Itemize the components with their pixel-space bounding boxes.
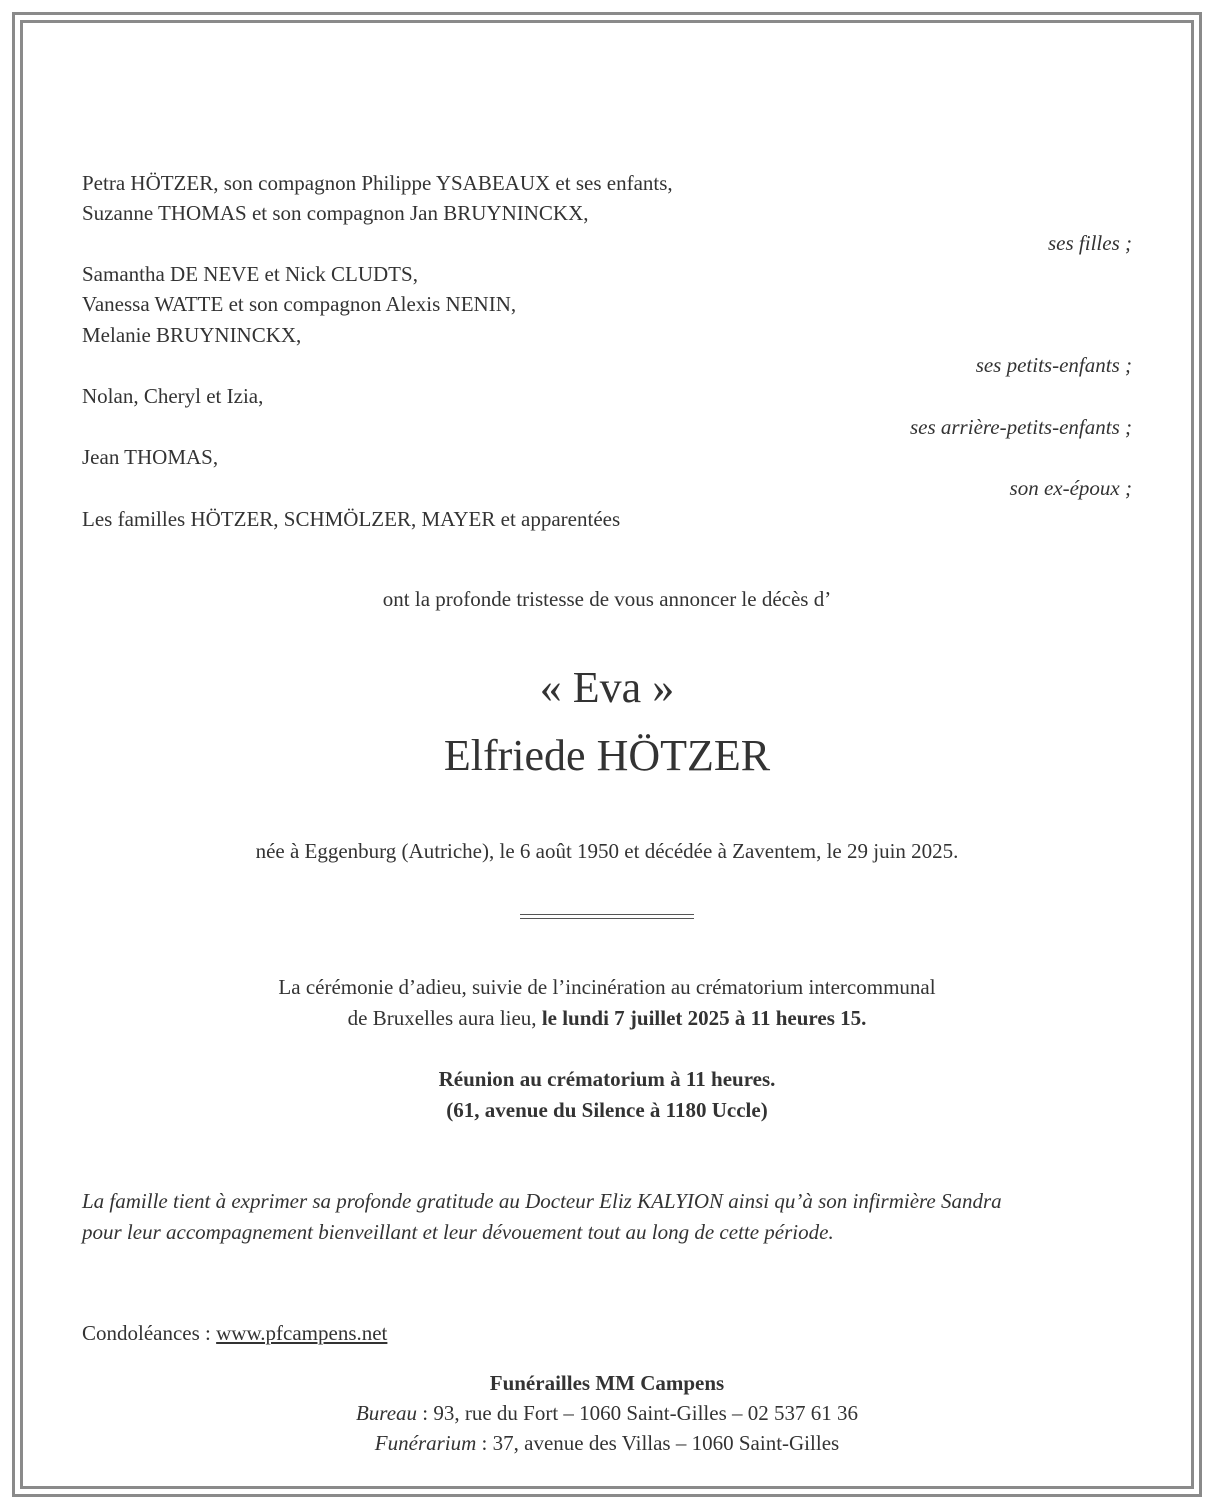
ceremony-meeting: Réunion au crématorium à 11 heures. <box>438 1067 776 1091</box>
family-great-grandchildren: Nolan, Cheryl et Izia, <box>82 384 264 408</box>
condolences-label: Condoléances : <box>82 1321 217 1345</box>
relation-ex-husband: son ex-époux ; <box>1009 476 1132 500</box>
condolences <box>82 1318 387 1348</box>
condolences-link[interactable]: www.pfcampens.net <box>216 1321 388 1345</box>
family-grandchild-1: Samantha DE NEVE et Nick CLUDTS, <box>82 262 418 286</box>
relation-grandchildren: ses petits-enfants ; <box>975 353 1132 377</box>
divider-bottom-line <box>520 918 694 919</box>
deceased-name: Elfriede HÖTZER <box>443 731 771 780</box>
funerarium-label: Funérarium <box>374 1431 477 1455</box>
divider-top-line <box>520 914 694 915</box>
ceremony-line-2 <box>0 1003 1214 1033</box>
ceremony-location: de Bruxelles aura lieu, <box>347 1006 542 1030</box>
family-daughter-1: Petra HÖTZER, son compagnon Philippe YSABEAUX et ses enfants, <box>82 171 673 195</box>
funeral-home-office <box>0 1398 1214 1428</box>
ceremony-address: (61, avenue du Silence à 1180 Uccle) <box>446 1098 768 1122</box>
announcement-text: ont la profonde tristesse de vous annoncer le décès d’ <box>382 587 832 611</box>
family-ex-husband: Jean THOMAS, <box>82 445 219 469</box>
family-grandchild-3: Melanie BRUYNINCKX, <box>82 323 302 347</box>
relation-great-grandchildren: ses arrière-petits-enfants ; <box>909 415 1132 439</box>
funerarium-address: : 37, avenue des Villas – 1060 Saint-Gilles <box>476 1431 840 1455</box>
relation-daughters: ses filles ; <box>1048 231 1132 255</box>
office-label: Bureau <box>355 1401 418 1425</box>
ceremony-datetime: le lundi 7 juillet 2025 à 11 heures 15. <box>541 1006 867 1030</box>
family-daughter-2: Suzanne THOMAS et son compagnon Jan BRUYNINCKX, <box>82 201 589 225</box>
family-relatives: Les familles HÖTZER, SCHMÖLZER, MAYER et apparentées <box>82 507 621 531</box>
funeral-home-name: Funérailles MM Campens <box>489 1371 725 1395</box>
ceremony-line-1: La cérémonie d’adieu, suivie de l’incinération au crématorium intercommunal <box>278 975 936 999</box>
office-address: : 93, rue du Fort – 1060 Saint-Gilles – 02 537 61 36 <box>417 1401 859 1425</box>
family-grandchild-2: Vanessa WATTE et son compagnon Alexis NENIN, <box>82 292 517 316</box>
funeral-home-funerarium <box>0 1428 1214 1458</box>
deceased-dates: née à Eggenburg (Autriche), le 6 août 1950 et décédée à Zaventem, le 29 juin 2025. <box>255 839 959 863</box>
gratitude-line-1: La famille tient à exprimer sa profonde gratitude au Docteur Eliz KALYION ainsi qu’à son infirmière Sandra <box>82 1189 1002 1213</box>
gratitude-line-2: pour leur accompagnement bienveillant et leur dévouement tout au long de cette période. <box>82 1220 834 1244</box>
deceased-nickname: « Eva » <box>539 663 675 712</box>
